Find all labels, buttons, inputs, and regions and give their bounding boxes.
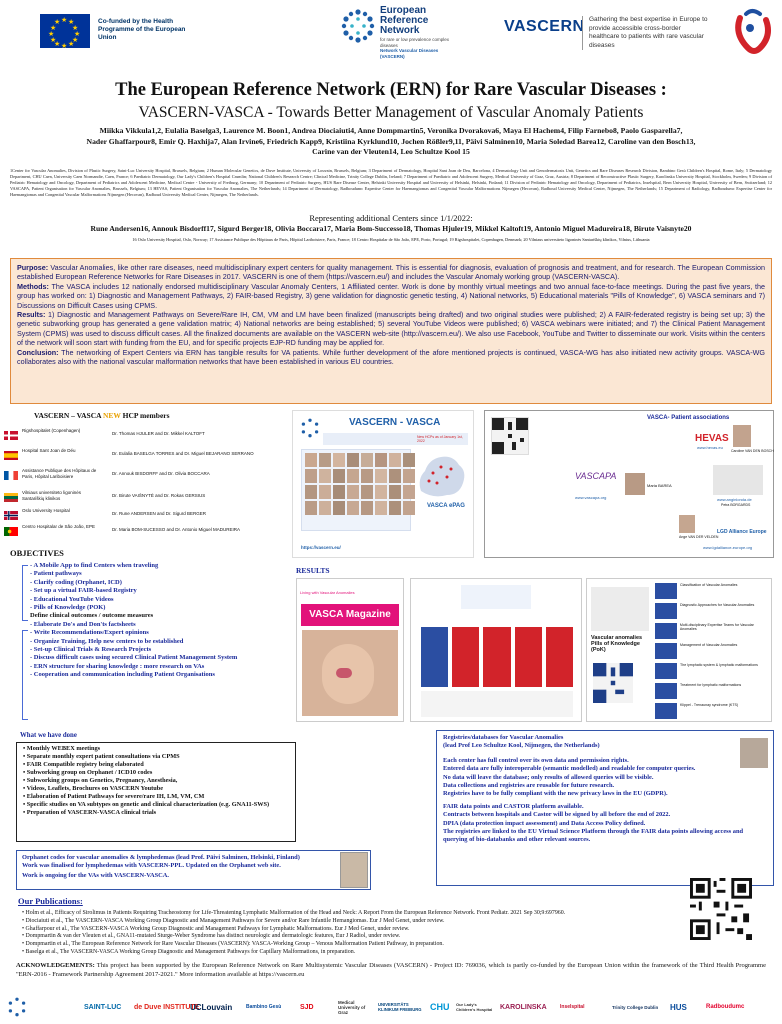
qr-code-icon	[593, 663, 633, 703]
hcp-row: Centro Hospitalar de São João, EPE Dr. Maria BOM-SUCESSO and Dr. Antonio Miguel MADUREIRA	[4, 524, 284, 542]
logo-graz: Medical University of Graz	[338, 999, 366, 1015]
ern-name: European Reference Network	[380, 5, 429, 36]
ern-logo-icon	[299, 417, 321, 439]
publication-item: • Dompmartin & van der Vleuten et al., GNA11-mutated Sturge-Weber Syndrome has distinct neurologic and dermatologic features, Eur J Radiol, under review.	[22, 933, 662, 941]
denmark-flag-icon	[4, 431, 18, 440]
logo-saint-luc: SAINT-LUC	[84, 1003, 122, 1011]
portrait-photo	[625, 473, 645, 495]
france-flag-icon	[4, 471, 18, 480]
logo-hus: HUS	[670, 1002, 687, 1012]
youtube-videos-screenshot: Vascular anomalies Pills of Knowledge (PoK) Classification of Vascular Anomalies Diagnostic Approaches for Vascular Anomalies Multi-disciplinary Expertise Teams for Vascular Anomalies Management of Vascular Anomalies The lymphatic system & lymphatic malformations Treatment for lymphatic malformations Klippel - Trenaunay syndrome (KTS)	[586, 578, 772, 722]
qr-code-icon	[491, 417, 529, 455]
norway-flag-icon	[4, 511, 18, 520]
eu-cofunded-text: Co-funded by the Health Programme of the European Union	[98, 18, 186, 41]
logo-uclouvain: UCLouvain	[190, 1002, 233, 1012]
additional-authors: Rune Andersen16, Annouk Bisdorff17, Sigurd Berger18, Olivia Boccara17, Maria Bom-Successo18, Thomas Hjuler19, Mikkel Kaltoft19, Antonio Miguel Madureira18, Birute Vaisnyte20	[90, 224, 692, 233]
hcp-row: Rigshospitalet (Copenhagen) Dr. Thomas HJULER and Dr. Mikkel KALTOFT	[4, 428, 284, 446]
portrait-photo	[733, 425, 751, 447]
ern-logo-icon	[338, 6, 378, 46]
logo-radboudumc: Radboudumc	[706, 1004, 745, 1010]
objective-item: - Write Recommendations/Expert opinions	[30, 629, 300, 637]
logo-trinity: Trinity College Dublin	[612, 1004, 659, 1010]
logo-freiburg: UNIVERSITÄTS KLINIKUM FREIBURG	[378, 1002, 422, 1012]
pok-cards	[421, 627, 573, 687]
hcp-members-heading: VASCERN – VASCA NEW HCP members	[34, 411, 170, 420]
objective-item: - Set up a virtual FAIR-based Registry	[30, 587, 300, 595]
done-item: • Elaboration of Patient Pathways for severe/rare IH, LM, VM, CM	[23, 793, 289, 801]
logo-olch: Our Lady's Children's Hospital	[456, 1002, 493, 1012]
logo-chu: CHU	[430, 1002, 450, 1012]
abstract-conclusion: Conclusion: The networking of Expert Centers via ERN has tangible results for VA patients. While further development of the afore mentioned projects is continued, VASCA-WG has also initiated new activity groups. VASCA-WG collaborates also with the national vascular malformation networks that have been established in various EU countries.	[17, 347, 765, 367]
logo-sjd: SJD	[300, 1003, 314, 1011]
poster-title: The European Reference Network (ERN) for Rare Vascular Diseases :	[115, 80, 667, 100]
done-item: • Preparation of VASCERN-VASCA clinical trials	[23, 809, 289, 817]
publication-item: • Dompmartin et al., The European Reference Network for Rare Vascular Diseases (VASCERN): VASCA-Working Group – Venous Malformation Patient Pathway, in preparation.	[22, 941, 662, 949]
spain-flag-icon	[4, 451, 18, 460]
publication-item: • Diociaiuti et al., The VASCERN-VASCA Working Group Diagnostic and Management Pathways for Severe and/or Rare Infantile Hemangiomas. Eur J Med Genet, under review.	[22, 918, 662, 926]
done-item: • Specific studies on VA subtypes on genetic and clinical characterization (e.g. GNA11-SWS)	[23, 801, 289, 809]
video-item[interactable]: Multi-disciplinary Expertise Teams for Vascular Anomalies	[655, 623, 771, 642]
portrait-photo	[679, 515, 695, 533]
header-bar	[0, 0, 782, 72]
objectives-heading: OBJECTIVES	[10, 548, 64, 558]
objectives-list	[30, 562, 300, 680]
logo-inselspital: Inselspital	[560, 1004, 585, 1010]
objective-item: - Educational YouTube Videos	[30, 596, 300, 604]
logo-de-duve: de Duve INSTITUTE	[134, 1003, 200, 1011]
objective-item: - Patient pathways	[30, 570, 300, 578]
vascern-tagline: Gathering the best expertise in Europe to provide accessible cross-border healthcare to patients with rare vascular diseases	[582, 16, 712, 50]
abstract-purpose: Purpose: Vascular Anomalies, like other rare diseases, need multidisciplinary expert centers for quality management. This is essential for diagnosis, evaluation of prognosis and treatment, and for research. The European Commission established European Reference Networks for Rare Diseases in 2017. VASCERN is one of them (https://vascern.eu/) and includes the Vascular Anomaly working group (VASCERN-VASCA).	[17, 263, 765, 282]
hcp-row: Assistance Publique des Hôpitaux de Paris, Hôpital Lariboisiere Dr. Annouk BISDORFF and Dr. Olivia BOCCARA	[4, 468, 284, 486]
logo-bambino-gesu: Bambino Gesù	[246, 1004, 282, 1010]
objective-item: - Pills of Knowledge (POK)	[30, 604, 300, 612]
objective-item: - Set-up Clinical Trials & Research Projects	[30, 646, 300, 654]
abstract-box	[10, 258, 772, 404]
publication-item: • Baselga et al., The VASCERN-VASCA Working Group Diagnostic and Management Pathways for Capillary Malformations, in preparation.	[22, 949, 662, 957]
objective-item: - Cooperation and communication including Patient Organisations	[30, 671, 300, 679]
objective-item: - A Mobile App to find Centers when traveling	[30, 562, 300, 570]
partner-logos-bar	[0, 990, 782, 1024]
vascern-heart-icon	[730, 4, 776, 60]
qr-code-icon[interactable]	[690, 878, 752, 940]
portrait-photo	[340, 852, 368, 888]
magazine-title: VASCA Magazine	[301, 604, 399, 626]
poster-subtitle: VASCERN-VASCA - Towards Better Management of Vascular Anomaly Patients	[138, 104, 644, 121]
done-item: • Videos, Leaflets, Brochures on VASCERN Youtube	[23, 785, 289, 793]
video-list	[655, 583, 771, 722]
member-photo-grid	[301, 449, 411, 531]
vascern-logo-text: VASCERN	[504, 18, 585, 35]
pills-of-knowledge-screenshot	[410, 578, 582, 722]
vasca-website-screenshot: VASCERN - VASCA New HCPs as of January 1st, 2022 VASCA ePAG https://vascern.eu/	[292, 410, 474, 558]
video-item[interactable]: Treatment for lymphatic malformations	[655, 683, 771, 702]
acknowledgements: ACKNOWLEDGEMENTS: This project has been supported by the European Reference Network on Rare Multisystemic Vascular Diseases (VASCERN) - Project ID: 769036, which is partly co-funded by the European Union within the framework of the Third Health Programme "ERN-2016 - Framework Partnership Agreement 2017-2021." More information available at https://vascern.eu	[16, 962, 766, 978]
what-we-have-done-box	[16, 742, 296, 842]
video-item[interactable]: Classification of Vascular Anomalies	[655, 583, 771, 602]
abstract-methods: Methods: The VASCA includes 12 nationally endorsed multidisciplinary Vascular Anomaly Centers, 1 Affiliated center. Work is done by monthly virtual meetings and two annual face-to-face meetings. During the past five years, the group has worked on: 1) Diagnostic and Management Pathways, 2) FAIR-based Registry, 3) gene validation for diagnostic genetic testing, 4) National networks, 5) Educational materials "Pills of Knowledge", 6) VASCA seminars and 7) Discussions on Difficult Cases using CPMS.	[17, 281, 765, 310]
publications-heading: Our Publications:	[18, 896, 83, 906]
done-item: • Separate monthly expert patient consultations via CPMS	[23, 753, 289, 761]
eu-flag-icon: ★ ★ ★ ★ ★ ★ ★ ★ ★ ★ ★ ★	[40, 14, 90, 48]
author-list: Miikka Vikkula1,2, Eulalia Baselga3, Laurence M. Boon1, Andrea Diociaiuti4, Anne Dompmartin5, Veronika Dvorakova6, Maya El Hachem4, Filip Farnebo8, Paolo Gasparella7, Nader Ghaffarpour8, Emir Q. Haxhija7, Alan Irvine6, Friedrich Kapp9, Kristiina Kyrklund10, Jochen Rößler9,11, Päivi Salminen10, Maria Soledad Barea12, Caroline van den Bosch13, Carine van der Vleuten14, Leo Schultze Kool 15	[86, 126, 696, 156]
hcp-row: Vilniaus universiteto ligoninės Santariškių klinikos Dr. Birute VAIŠNYTĖ and Dr. Rokas GERSIUS	[4, 490, 284, 508]
video-item[interactable]: Klippel - Trenaunay syndrome (KTS)	[655, 703, 771, 722]
video-item[interactable]: Management of Vascular Anomalies	[655, 643, 771, 662]
done-item: • Monthly WEBEX meetings	[23, 745, 289, 753]
patient-associations-screenshot: VASCA- Patient associations HEVAS www.hevas.eu Caroline VAN DEN BOSCH VASCAPA www.vascapa.org Maria BAREA www.anginlonda.de Petra BORGARDS Ange VAN DER VELDEN LGD Alliance Europe www.lgdalliance-europe.org	[484, 410, 774, 558]
objective-item: - Organize Training, Help new centers to be established	[30, 638, 300, 646]
additional-affiliations: 16 Oslo University Hospital, Oslo, Norway; 17 Assistance Publique des Hôpitaux de Paris, Hôpital Lariboisiere, Paris, France; 18 Centro Hospitalar de São João, EPE, Porto, Portugal; 19 Rigshospitalet, Copenhagen, Denmark; 20 Vilniaus universiteto ligoninės Santariškių klinikos, Vilnius, Lithuania	[132, 237, 650, 242]
video-item[interactable]: The lymphatic system & lymphatic malformations	[655, 663, 771, 682]
ern-subtitle: for rare or low prevalence complex diseases Network Vascular Diseases (VASCERN)	[380, 37, 450, 59]
registries-box: Registries/databases for Vascular Anomalies (lead Prof Leo Schultze Kool, Nijmegen, the Netherlands) Each center has full control over its own data and permission rights. Entered data are fully interoperable (semantic modelled) and readable for computer queries. No data will leave the database; only results of allowed queries will be visible. Data collections and registries are reusable for future research. Registries have to be fully compliant with the new privacy laws in the EU (GDPR). FAIR data points and CASTOR platform available. Contracts between hospitals and Castor will be signed by all before the end of 2022. DPIA (data protection impact assessment) and Data Access Policy defined. The registries are linked to the EU Virtual Science Platform through the FAIR data points allowing access and querying of bio-databanks and other relevant sources.	[436, 730, 774, 886]
objective-item: - Elaborate Do's and Don'ts factsheets	[30, 621, 300, 629]
orphanet-box: Orphanet codes for vascular anomalies & lymphedemas (lead Prof. Päivi Salminen, Helsinki, Finland) Work was finalised for lymphedemas with VASCERN-PPL. Updated on the Orphanet web site. Work is ongoing for the VAs with VASCERN-VASCA.	[16, 850, 371, 890]
objective-item: - Discuss difficult cases using secured Clinical Patient Management System	[30, 654, 300, 662]
portugal-flag-icon	[4, 527, 18, 536]
results-heading: RESULTS	[296, 566, 330, 575]
objective-item: Define clinical outcomes / outcome measures	[30, 612, 154, 620]
brace-divider	[22, 630, 28, 720]
publication-item: • Ghaffarpour et al., The VASCERN-VASCA Working Group Diagnostic and Management Pathways for Lymphatic Malformations. Eur J Med Genet, under review.	[22, 926, 662, 934]
logo-karolinska: KAROLINSKA	[500, 1003, 547, 1011]
video-item[interactable]: Diagnostic Approaches for Vascular Anomalies	[655, 603, 771, 622]
publication-item: • Holm et al., Efficacy of Sirolimus in Patients Requiring Tracheostomy for Life-Threatening Lymphatic Malformation of the Head and Neck: A Report From the European Reference Network. Front Pediatr. 2021 Sep 30;9:697960.	[22, 910, 662, 918]
hcp-row: Oslo University Hospital Dr. Rune ANDERSEN and Dr. Sigurd BERGER	[4, 508, 284, 526]
done-item: • Subworking group on Orphanet / ICD10 codes	[23, 769, 289, 777]
objective-item: - ERN structure for sharing knowledge : more research on VAs	[30, 663, 300, 671]
brace-divider	[22, 565, 28, 621]
europe-map-icon	[413, 451, 471, 501]
hcp-row: Hospital Sant Joan de Déu Dr. Eulalia BASELGA TORRES and Dr. Miguel BEJARANO SERRANO	[4, 448, 284, 466]
video-thumbnail	[591, 587, 649, 631]
logo-image	[713, 465, 763, 495]
magazine-cover-photo	[302, 630, 398, 716]
vascern-logo-image	[461, 585, 531, 609]
affiliations: 1Center for Vascular Anomalies, Division of Plastic Surgery, Saint-Luc University Hospital, Brussels, Belgium; 2 Human Molecular Genetics, de Duve Institute, University of Louvain, Brussels, Belgium; 3 Department of Dermatology, Hospital Sant Joan de Deu, Barcelona, 4 Dermatology Unit and Genodermatosis Unit, Genetics and Rare Diseases Research Division, Bambino Gesù Children's Hospital, Rome, Italy; 5 Dermatology Department, CHU Caen, University Caen Normandie, Caen, France; 6 Paediatric Dermatology, Our Lady's Children's Hospital Crumlin; National Children's Research Centre; Clinical Medicine, Trinity College Dublin, Ireland; 7 Department of Paediatric and Adolescent Surgery, Medical University of Graz, Graz, Austria; 8 Department of Reconstructive Plastic Surgery, Karolinska University Hospital, Stockholm, Sweden; 9 Division of Pediatric Hematology and Oncology, Department of Pediatrics and Adolescent Medicine, Medical Centre - University of Freiburg, Germany; 10 Department of Pediatric Surgery, HUS Rare Disease Center, Helsinki University Hospital and University of Helsinki, Helsinki, Finland; 11 Division of Pediatric Hematology and Oncology, Department of Pediatrics, Inselspital, Bern University Hospital, University of Bern, Switzerland; 12 VASCAPA, Patient Organisation for Vascular Anomalies, Brussels, Belgium; 13 HEVAS, Patient Organisation for Vascular Anomalies, The Netherlands; 14 Department of Dermatology, Radboudumc Expertise Center for Haemangiomas and Congenital Vascular Malformations Nijmegen (Hecovan), Radboud University Medical Center, Nijmegen, The Netherlands; 15 Department of Radiology, Radboudumc Expertise Center for Haemangiomas and Congenital Vascular Malformations Nijmegen (Hecovan), Radboud University Medical Center, Nijmegen, The Netherlands.	[10, 168, 772, 197]
pok-footer	[421, 691, 573, 717]
additional-centers-heading: Representing additional Centers since 1/1/2022:	[309, 213, 473, 223]
what-we-have-done-heading: What we have done	[20, 732, 77, 739]
lithuania-flag-icon	[4, 493, 18, 502]
publications-list	[22, 910, 662, 957]
done-item: • Subworking groups on Genetics, Pregnancy, Anesthesia,	[23, 777, 289, 785]
objective-item: - Clarify coding (Orphanet, ICD)	[30, 579, 300, 587]
done-item: • FAIR Compatible registry being elaborated	[23, 761, 289, 769]
portrait-photo	[740, 738, 768, 768]
abstract-results: Results: 1) Diagnostic and Management Pathways on Severe/Rare IH, CM, VM and LM have been finalized (manuscripts being drafted) and two original studies were published; 2) A FAIR-federated registry is being set up; 3) the genetic subworking group has generated a gene validation matrix; 4) National networks are being established; 5) several YouTube Videos were published; 6) VASCA webinars were initiated; and 7) the Clinical Patient Management System (CPMS) was used to discuss difficult cases. All the finalized documents are available on the VASCERN web-site (http://vascern.eu/). We also use Facebook, YouTube and Twitter to disseminate our work. Visits within the centers of the network will soon start with funding from the EU, and for specific projects EJP-RD funding may be applied for.	[17, 310, 765, 348]
logo-vascern-icon	[6, 996, 42, 1018]
